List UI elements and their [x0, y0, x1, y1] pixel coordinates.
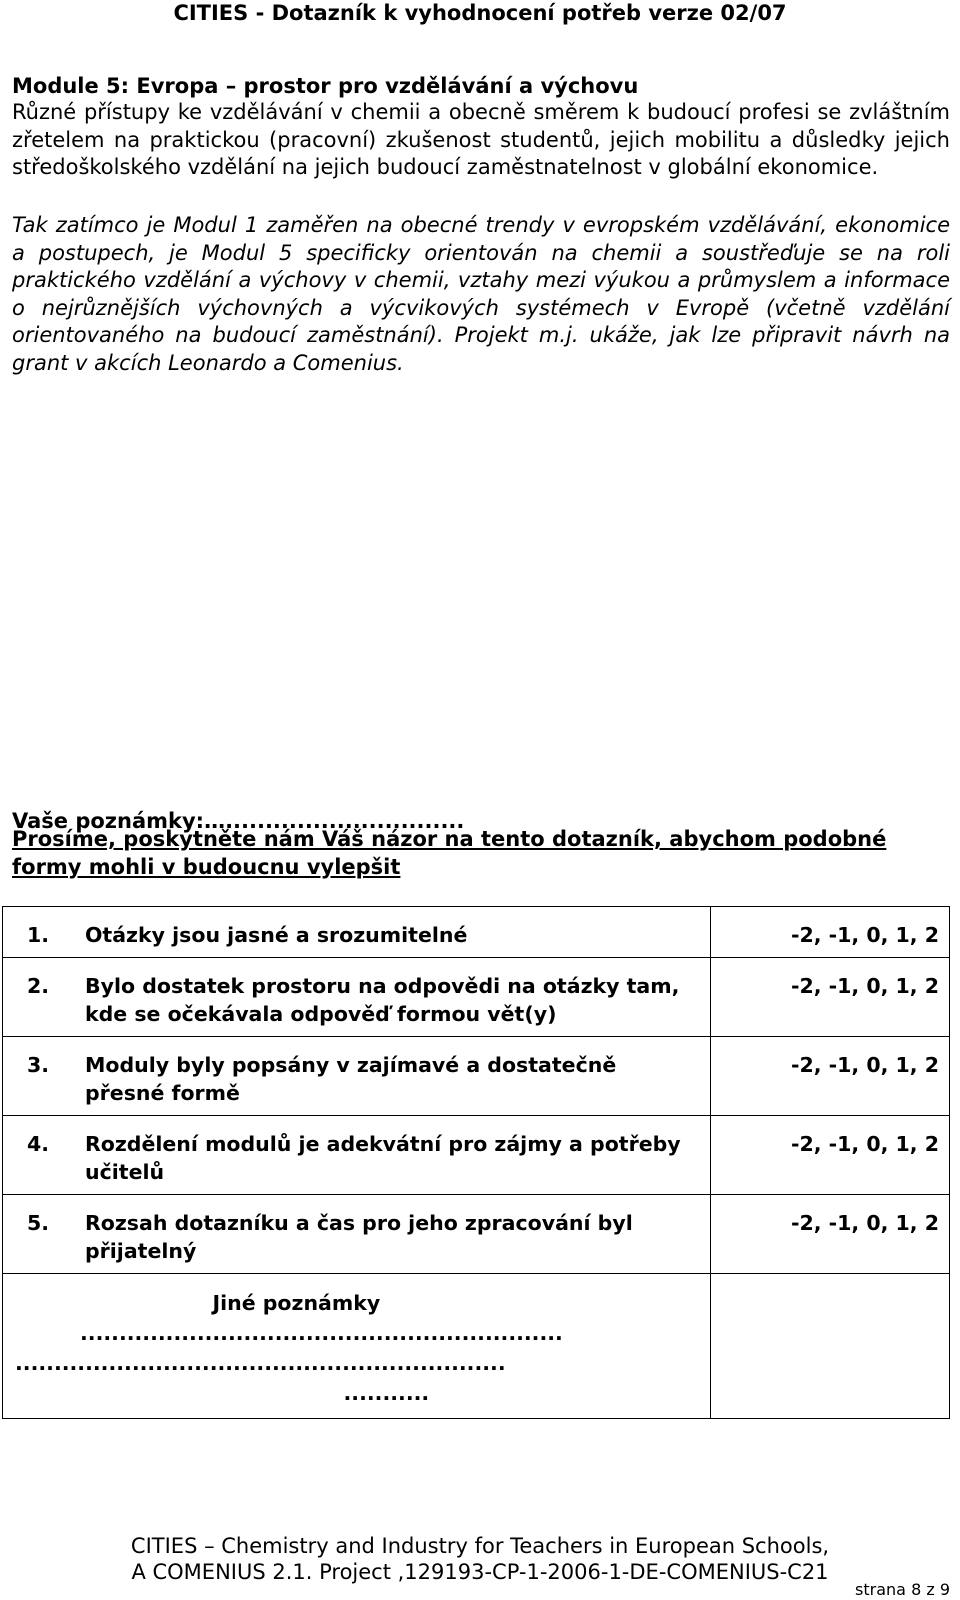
rating-scale[interactable]: -2, -1, 0, 1, 2: [790, 1132, 939, 1156]
question-text: Rozdělení modulů je adekvátní pro zájmy a potřeby učitelů: [85, 1132, 681, 1184]
footer-line: CITIES – Chemistry and Industry for Teachers in European Schools,: [130, 1534, 830, 1558]
rating-scale-cell[interactable]: [710, 958, 949, 1037]
table-row: [3, 1116, 950, 1195]
module-description: Tak zatímco je Modul 1 zaměřen na obecné trendy v evropském vzdělávání, ekonomice a postupech, je Modul 5 specificky orientován na chemii a soustřeďuje se na roli praktického vzdělání a výchovy v chemii, vztahy mezi výukou a průmyslem a informace o nejrůznějších výchovných a výcvikových systémech v Evropě (včetně vzdělání orientovaného na budoucí zaměstnání). Projekt m.j. ukáže, jak lze připravit návrh na grant v akcích Leonardo a Comenius.: [12, 213, 950, 375]
other-notes-line[interactable]: ...............................................................: [15, 1351, 506, 1375]
question-cell: [3, 1195, 711, 1274]
table-row: [3, 907, 950, 958]
table-row: [3, 958, 950, 1037]
rating-scale[interactable]: -2, -1, 0, 1, 2: [790, 1211, 939, 1235]
question-text: Rozsah dotazníku a čas pro jeho zpracování byl přijatelný: [85, 1211, 633, 1263]
other-notes-cell[interactable]: [3, 1274, 711, 1419]
feedback-heading: Prosíme, poskytněte nám Váš názor na tento dotazník, abychom podobné formy mohli v budoucnu vylepšit: [12, 827, 887, 879]
rating-scale-cell[interactable]: [710, 1116, 949, 1195]
question-text: Bylo dostatek prostoru na odpovědi na otázky tam, kde se očekávala odpověď formou vět(y): [85, 974, 680, 1026]
module-title: Module 5: Evropa – prostor pro vzdělávání a výchovu: [12, 74, 639, 98]
question-cell: [3, 907, 711, 958]
notes-field[interactable]: Vaše poznámky:…..............................: [12, 809, 465, 833]
question-number: 1.: [27, 923, 50, 947]
question-number: 4.: [27, 1132, 50, 1156]
question-number: 3.: [27, 1053, 50, 1077]
footer-line: A COMENIUS 2.1. Project ,129193-CP-1-2006-1-DE-COMENIUS-C21: [131, 1560, 829, 1584]
table-row: [3, 1037, 950, 1116]
feedback-table: [2, 906, 950, 1419]
question-cell: [3, 958, 711, 1037]
question-cell: [3, 1037, 711, 1116]
rating-scale[interactable]: -2, -1, 0, 1, 2: [790, 1053, 939, 1077]
footer: [0, 1533, 960, 1585]
question-text: Otázky jsou jasné a srozumitelné: [85, 923, 468, 947]
rating-scale[interactable]: -2, -1, 0, 1, 2: [790, 974, 939, 998]
other-notes-title: Jiné poznámky: [212, 1291, 381, 1315]
question-text: Moduly byly popsány v zajímavé a dostatečně přesné formě: [85, 1053, 617, 1105]
document-header: CITIES - Dotazník k vyhodnocení potřeb verze 02/07: [173, 1, 787, 25]
rating-scale-cell[interactable]: [710, 1195, 949, 1274]
rating-scale[interactable]: -2, -1, 0, 1, 2: [790, 923, 939, 947]
question-number: 5.: [27, 1211, 50, 1235]
empty-cell: [710, 1274, 949, 1419]
question-cell: [3, 1116, 711, 1195]
other-notes-line[interactable]: ..............................................................: [80, 1321, 563, 1345]
rating-scale-cell[interactable]: [710, 1037, 949, 1116]
module-intro: Různé přístupy ke vzdělávání v chemii a obecně směrem k budoucí profesi se zvláštním zřetelem na praktickou (pracovní) zkušenost studentů, jejich mobilitu a důsledky jejich středoškolského vzdělání na jejich budoucí zaměstnatelnost v globální ekonomice.: [12, 100, 950, 179]
other-notes-line[interactable]: ...........: [343, 1381, 430, 1405]
question-number: 2.: [27, 974, 50, 998]
table-row: [3, 1195, 950, 1274]
table-row: [3, 1274, 950, 1419]
page-number: strana 8 z 9: [855, 1580, 950, 1599]
rating-scale-cell[interactable]: [710, 907, 949, 958]
